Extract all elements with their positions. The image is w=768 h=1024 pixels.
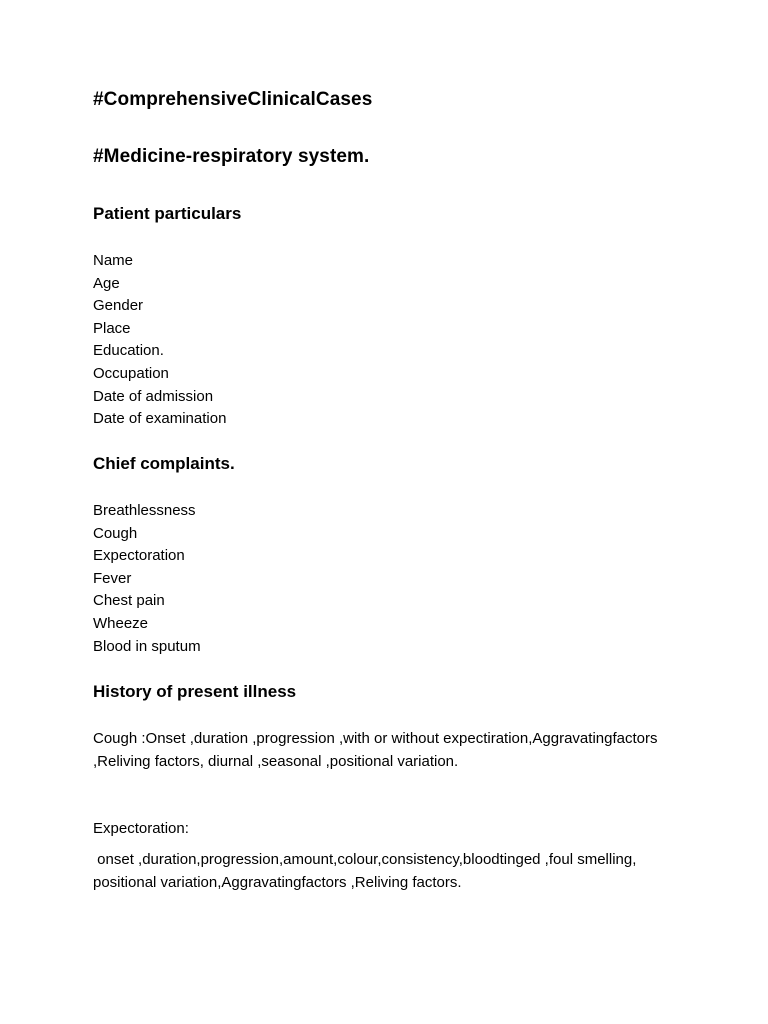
expectoration-label: Expectoration:: [93, 820, 189, 837]
list-item: Cough: [93, 524, 138, 542]
section-heading-chief-complaints: Chief complaints.: [93, 454, 235, 473]
expectoration-history-paragraph: onset ,duration,progression,amount,colour,consistency,bloodtinged ,foul smelling, positional variation,Aggravatingfactors ,Reliving factors.: [93, 851, 641, 891]
list-item: Occupation: [93, 364, 169, 382]
list-item: Breathlessness: [93, 502, 196, 519]
list-item: Date of admission: [93, 387, 214, 405]
document-title-hashtag: #ComprehensiveClinicalCases: [93, 89, 373, 110]
list-item: Place: [93, 319, 131, 337]
list-item: Chest pain: [93, 592, 165, 610]
list-item: Date of examination: [93, 410, 227, 428]
document-subtitle-hashtag: #Medicine-respiratory system.: [93, 146, 370, 167]
chief-complaints-list: [93, 500, 201, 658]
list-item: Wheeze: [93, 614, 149, 632]
list-item: Fever: [93, 569, 132, 587]
list-item: Age: [93, 274, 120, 292]
list-item: Expectoration: [93, 547, 185, 565]
cough-history-paragraph: Cough :Onset ,duration ,progression ,with or without expectiration,Aggravatingfactors ,Reliving factors, diurnal ,seasonal ,positional variation.: [93, 730, 658, 770]
list-item: Name: [93, 252, 134, 269]
list-item: Gender: [93, 297, 144, 315]
list-item: Blood in sputum: [93, 637, 201, 655]
section-heading-patient-particulars: Patient particulars: [93, 204, 242, 223]
patient-particulars-list: [93, 250, 226, 431]
list-item: Education.: [93, 342, 164, 360]
section-heading-history-present-illness: History of present illness: [93, 682, 297, 701]
